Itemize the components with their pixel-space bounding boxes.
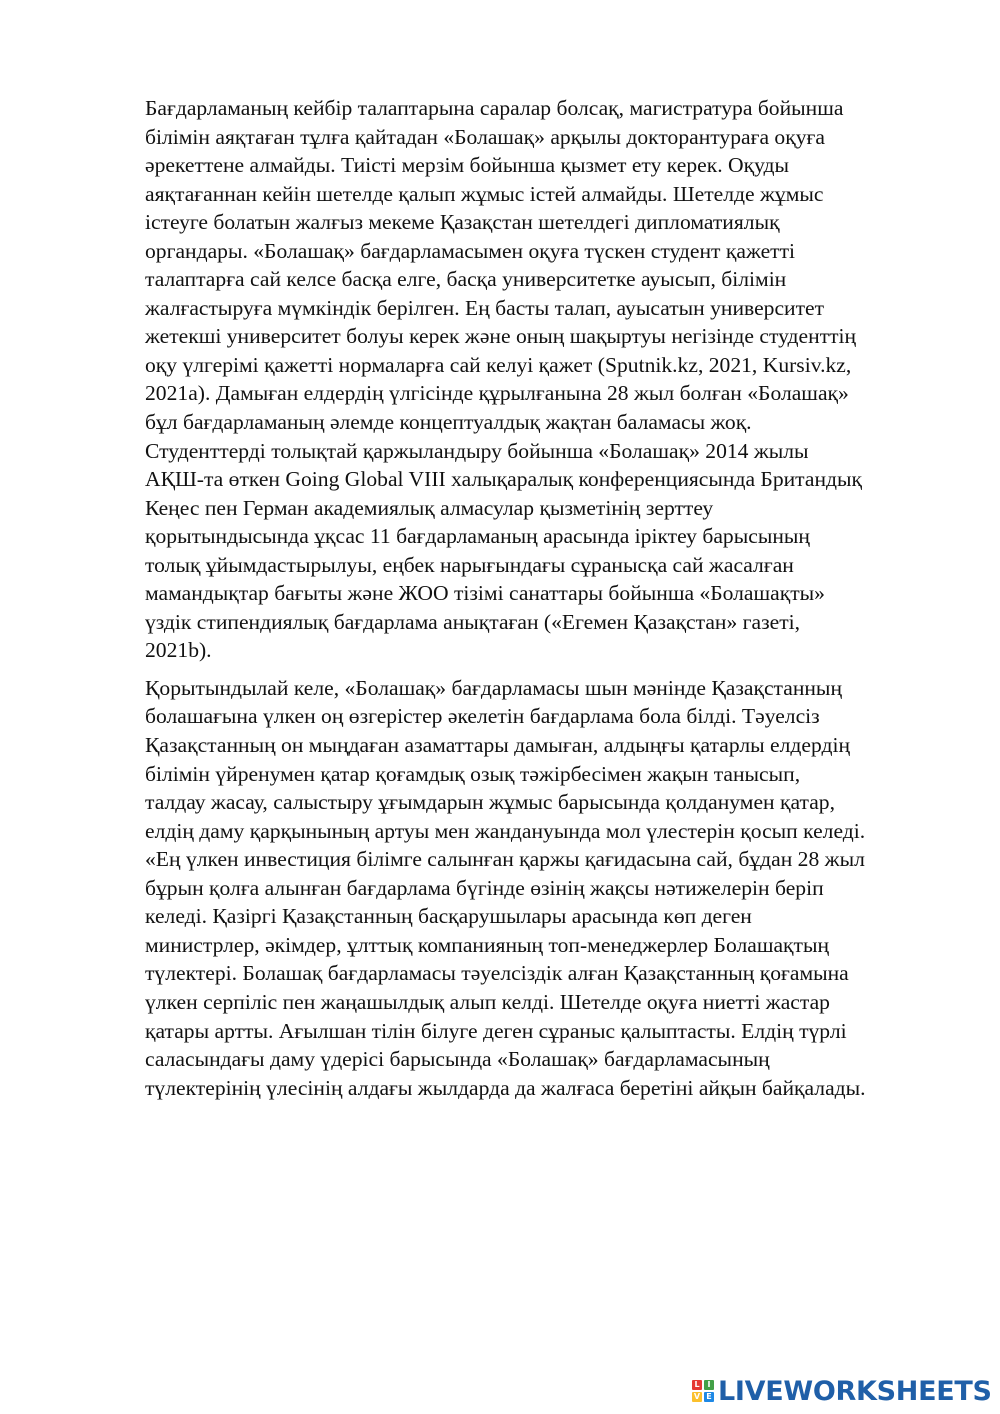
text-line: бұрын қолға алынған бағдарлама бүгінде өзінің жақсы нәтижелерін беріп [145,875,824,900]
text-line: «Ең үлкен инвестиция білімге салынған қаржы қағидасына сай, бұдан 28 жыл [145,847,865,872]
text-line: түлектері. Болашақ бағдарламасы тәуелсіздік алған Қазақстанның қоғамына [145,961,849,986]
text-line: толық ұйымдастырылуы, еңбек нарығындағы сұранысқа сай жасалған [145,552,794,577]
text-line: елдің даму қарқынының артуы мен жандануында мол үлестерін қосып келеді. [145,818,866,843]
text-line: саласындағы даму үдерісі барысында «Болашақ» бағдарламасының [145,1047,770,1072]
text-line: қатары артты. Ағылшан тілін білуге деген сұраныс қалыптасты. Елдің түрлі [145,1018,847,1043]
text-line: қорытындысында ұқсас 11 бағдарламаның арасында іріктеу барысының [145,524,810,549]
text-line: болашағына үлкен оң өзгерістер әкелетін бағдарлама бола білді. Тәуелсіз [145,704,820,729]
text-line: аяқтағаннан кейін шетелде қалып жұмыс істей алмайды. Шетелде жұмыс [145,181,824,206]
text-line: Студенттерді толықтай қаржыландыру бойынша «Болашақ» 2014 жылы [145,438,809,463]
text-line: 2021b). [145,638,212,663]
liveworksheets-watermark [692,1377,992,1407]
text-line: министрлер, әкімдер, ұлттық компанияның топ-менеджерлер Болашақтың [145,932,830,957]
text-line: үлкен серпіліс пен жаңашылдық алып келді. Шетелде оқуға ниетті жастар [145,989,830,1014]
text-line: үздік стипендиялық бағдарлама анықтаған («Егемен Қазақстан» газеті, [145,609,801,634]
text-line: Бағдарламаның кейбір талаптарына саралар болсақ, магистратура бойынша [145,96,844,120]
text-line: талаптарға сай келсе басқа елге, басқа университетке ауысып, білімін [145,267,787,292]
text-line: АҚШ-та өткен Going Global VIII халықаралық конференциясында Британдық [145,467,863,492]
text-line: әрекеттене алмайды. Тиісті мерзім бойынша қызмет ету керек. Оқуды [145,153,790,178]
text-line: органдары. «Болашақ» бағдарламасымен оқуға түскен студент қажетті [145,238,796,263]
text-line: 2021a). Дамыған елдердің үлгісінде құрылғанына 28 жыл болған «Болашақ» [145,381,849,406]
text-line: бұл бағдарламаның әлемде концептуалдық жақтан баламасы жоқ. [145,410,752,435]
logo-square: E [704,1392,714,1402]
text-line: істеуге болатын жалғыз мекеме Қазақстан шетелдегі дипломатиялық [145,210,780,235]
text-line: оқу үлгерімі қажетті нормаларға сай келуі қажет (Sputnik.kz, 2021, Kursiv.kz, [145,352,852,377]
text-line: білімін аяқтаған тұлға қайтадан «Болашақ» арқылы докторантураға оқуға [145,124,825,149]
text-line: білімін үйренумен қатар қоғамдық озық тәжірбесімен жақын танысып, [145,761,801,786]
paragraph [145,94,935,665]
text-line: жалғастыруға мүмкіндік берілген. Ең басты талап, ауысатын университет [145,295,825,320]
text-line: Кеңес пен Герман академиялық алмасулар қызметінің зерттеу [145,495,714,520]
document-body [145,94,935,1102]
logo-square: V [693,1392,701,1401]
watermark-text: LIVEWORKSHEETS [718,1376,992,1407]
logo-square: L [692,1380,702,1390]
text-line: келеді. Қазіргі Қазақстанның басқарушылары арасында көп деген [145,904,752,929]
text-line: жетекші университет болуы керек және оның шақыртуы негізінде студенттің [145,324,857,349]
text-line: мамандықтар бағыты және ЖОО тізімі санаттары бойынша «Болашақты» [145,581,825,606]
text-line: Қорытындылай келе, «Болашақ» бағдарламасы шын мәнінде Қазақстанның [145,675,842,700]
text-line: түлектерінің үлесінің алдағы жылдарда да жалғаса беретіні айқын байқалады. [145,1075,866,1100]
liveworksheets-logo-icon [692,1380,716,1404]
text-line: талдау жасау, салыстыру ұғымдарын жұмыс барысында қолданумен қатар, [145,790,835,815]
paragraph [145,674,935,1102]
text-line: Қазақстанның он мыңдаған азаматтары дамыған, алдыңғы қатарлы елдердің [145,733,851,758]
logo-square: I [704,1380,714,1390]
